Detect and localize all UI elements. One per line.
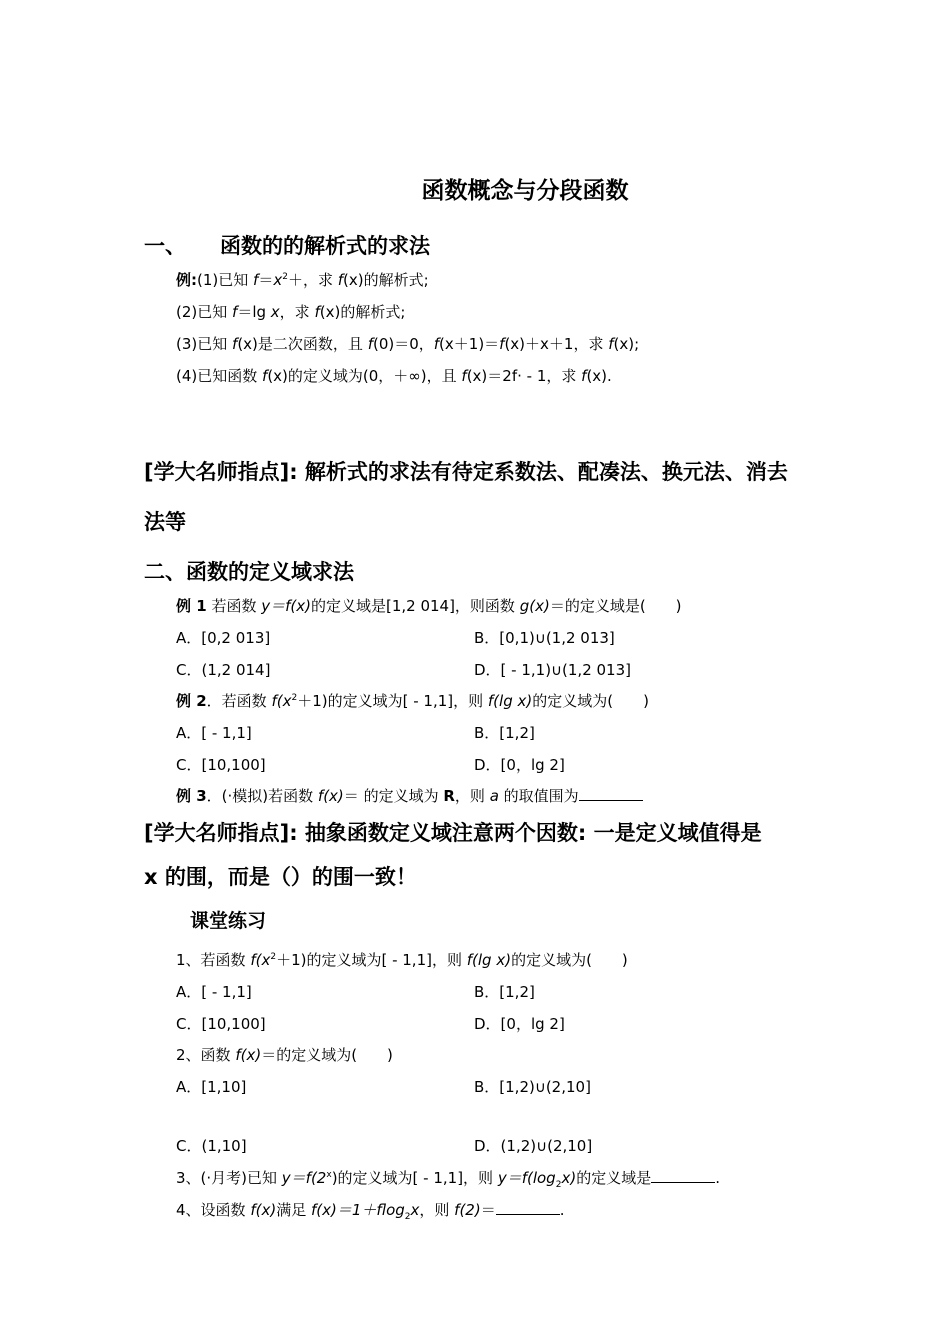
q1-a: 1、若函数 — [176, 951, 251, 969]
s2-ex2-sup: 2 — [291, 693, 298, 703]
q2-b: f(x) — [235, 1046, 262, 1064]
q1-option-d: D．[0，lg 2] — [474, 1015, 565, 1033]
s1-ex1-sup: 2 — [282, 272, 288, 282]
practice-q3 — [176, 1167, 720, 1188]
answer-blank — [496, 1201, 560, 1215]
s2-ex3-r: R — [443, 787, 455, 805]
s1-ex4-b: 的定义域为(0，＋∞)，且 — [287, 367, 462, 385]
tip2-line1: [学大名师指点]: 抽象函数定义域注意两个因数: 一是定义域值得是 — [144, 821, 762, 845]
s1-ex1-text: (1)已知 — [197, 271, 254, 289]
s1-ex2-f: f — [232, 303, 238, 321]
section2-heading: 二、函数的定义域求法 — [144, 560, 354, 584]
s1-ex1-e: 的解析式; — [363, 271, 429, 289]
q1-e: 的定义域为( ) — [511, 951, 628, 969]
s1-ex3-end: ; — [634, 335, 640, 353]
s1-ex3-f2: f — [367, 335, 373, 353]
q1-option-a: A．[ - 1,1] — [176, 983, 252, 1001]
q1-option-b: B．[1,2] — [474, 983, 535, 1001]
q2-option-b: B．[1,2)∪(2,10] — [474, 1078, 591, 1096]
q3-d: y＝f(log — [497, 1169, 556, 1187]
s1-ex3-c: (0)＝0， — [372, 335, 434, 353]
q4-b: f(x) — [250, 1201, 277, 1219]
s2-ex3-b: f(x) — [317, 787, 344, 805]
s2-ex2-option-d: D．[0，lg 2] — [474, 756, 565, 774]
answer-blank — [651, 1169, 715, 1183]
tip1-line1: [学大名师指点]: 解析式的求法有待定系数法、配凑法、换元法、消去 — [144, 460, 788, 484]
s1-ex2-c: ，求 — [279, 303, 315, 321]
s2-ex3-c: ＝ 的定义域为 — [343, 787, 444, 805]
s2-ex2-option-c: C．[10,100] — [176, 756, 266, 774]
q1-c: ＋1)的定义域为[ - 1,1]，则 — [276, 951, 467, 969]
s1-ex1-x: x — [273, 271, 283, 289]
q4-e: x — [410, 1201, 420, 1219]
s1-ex3-f: f — [232, 335, 238, 353]
s1-ex2-f2: f — [314, 303, 320, 321]
practice-q4 — [176, 1199, 565, 1220]
s2-ex2-e: 的定义域为( ) — [532, 692, 649, 710]
q4-a: 4、设函数 — [176, 1201, 251, 1219]
s1-example-4 — [176, 365, 612, 386]
section1-heading-number: 一、 — [144, 234, 186, 258]
s1-ex4-f: f — [262, 367, 268, 385]
tip2-line2: x 的围，而是（）的围一致！ — [144, 865, 417, 889]
s2-example-2 — [176, 690, 649, 711]
q3-f: 的定义域是 — [576, 1169, 652, 1187]
q3-g: . — [715, 1169, 720, 1187]
s2-ex2-c: ＋1)的定义域为[ - 1,1]，则 — [297, 692, 488, 710]
q4-g: f(2) — [454, 1201, 481, 1219]
q4-f: ，则 — [419, 1201, 455, 1219]
q3-a: 3、(·月考)已知 — [176, 1169, 282, 1187]
s2-ex1-label: 例 1 — [176, 597, 207, 615]
s2-ex1-option-d: D．[ - 1,1)∪(1,2 013] — [474, 661, 631, 679]
practice-q2 — [176, 1044, 393, 1065]
q2-option-a: A．[1,10] — [176, 1078, 247, 1096]
s2-ex1-a: 若函数 — [206, 597, 262, 615]
s2-example-1 — [176, 595, 682, 616]
s1-example-1 — [176, 269, 429, 290]
s1-ex1-d: (x) — [343, 271, 364, 289]
s1-ex3-fx: (x) — [237, 335, 258, 353]
q2-c: ＝的定义域为( ) — [261, 1046, 393, 1064]
s1-ex4-fx2: (x) — [466, 367, 488, 385]
s2-ex1-e: ＝的定义域是( ) — [549, 597, 682, 615]
q2-a: 2、函数 — [176, 1046, 236, 1064]
s1-ex2-d: 的解析式; — [340, 303, 406, 321]
s1-ex3-f3: f — [433, 335, 440, 353]
q3-b: y＝f(2 — [281, 1169, 327, 1187]
s2-ex3-e: 的取值围为 — [498, 787, 579, 805]
tip1-line2: 法等 — [144, 510, 186, 534]
s1-ex3-a: (3)已知 — [176, 335, 233, 353]
s1-ex2-fx: (x) — [319, 303, 341, 321]
s2-ex2-d: f(lg x) — [487, 692, 533, 710]
s2-ex1-option-b: B．[0,1)∪(1,2 013] — [474, 629, 615, 647]
s2-ex2-a: ．若函数 — [206, 692, 272, 710]
s1-example-2 — [176, 301, 405, 322]
s1-ex4-d: . — [607, 367, 612, 385]
s1-ex3-f5: f — [608, 335, 614, 353]
q3-sup: x — [326, 1170, 332, 1180]
q4-c: 满足 — [276, 1201, 311, 1219]
s2-ex2-label: 例 2 — [176, 692, 207, 710]
s2-ex3-label: 例 3 — [176, 787, 207, 805]
s1-ex4-a: (4)已知函数 — [176, 367, 263, 385]
s2-ex2-option-b: B．[1,2] — [474, 724, 535, 742]
s1-ex4-f3: f — [581, 367, 587, 385]
q4-i: . — [559, 1201, 565, 1219]
s1-ex3-fx2: (x) — [504, 335, 526, 353]
s1-ex1-f: f — [253, 271, 259, 289]
q3-e: x) — [561, 1169, 577, 1187]
s2-ex3-var-a: a — [489, 787, 499, 805]
s2-ex1-c: 的定义域是[1,2 014]，则函数 — [310, 597, 520, 615]
q4-d: f(x)＝1＋flog — [310, 1201, 405, 1219]
s1-ex3-b: 是二次函数，且 — [257, 335, 368, 353]
s1-ex1-f2: f — [337, 271, 344, 289]
s1-ex2-x: x — [270, 303, 280, 321]
q2-option-c: C．(1,10] — [176, 1137, 247, 1155]
section1-heading-text: 函数的的解析式的求法 — [220, 234, 430, 258]
q1-option-c: C．[10,100] — [176, 1015, 266, 1033]
s2-ex2-option-a: A．[ - 1,1] — [176, 724, 252, 742]
q1-b: f(x — [250, 951, 271, 969]
s2-ex1-b: y＝f(x) — [261, 597, 311, 615]
q3-c: )的定义域为[ - 1,1]，则 — [331, 1169, 498, 1187]
q2-option-d: D．(1,2)∪(2,10] — [474, 1137, 593, 1155]
s1-ex4-c: ＝2f· - 1，求 — [487, 367, 582, 385]
section1-heading — [144, 230, 430, 260]
s2-ex1-d: g(x) — [519, 597, 550, 615]
s1-ex1-eq: ＝ — [258, 271, 274, 289]
practice-heading: 课堂练习 — [190, 910, 267, 932]
s1-ex2-b: ＝lg — [237, 303, 271, 321]
s1-example-3 — [176, 333, 639, 354]
s1-ex4-fx: (x) — [267, 367, 288, 385]
q1-d: f(lg x) — [466, 951, 512, 969]
s1-ex4-fx3: (x) — [586, 367, 608, 385]
s1-ex3-fx3: (x) — [613, 335, 635, 353]
s2-ex3-a: ．(·模拟)若函数 — [206, 787, 318, 805]
practice-q1 — [176, 949, 628, 970]
s1-example-label: 例: — [176, 271, 197, 289]
s1-ex2-a: (2)已知 — [176, 303, 233, 321]
s2-ex3-d: ，则 — [454, 787, 490, 805]
s2-example-3 — [176, 785, 643, 806]
s1-ex3-e: ＋x＋1，求 — [525, 335, 609, 353]
s2-ex1-option-a: A．[0,2 013] — [176, 629, 271, 647]
q3-sub: 2 — [555, 1180, 562, 1190]
s2-ex2-b: f(x — [271, 692, 292, 710]
s1-ex3-d: (x＋1)＝ — [439, 335, 500, 353]
s1-ex4-f2: f — [461, 367, 467, 385]
page-title: 函数概念与分段函数 — [421, 178, 629, 204]
s2-ex1-option-c: C．(1,2 014] — [176, 661, 271, 679]
s1-ex3-f4: f — [499, 335, 505, 353]
q4-sub: 2 — [404, 1212, 411, 1222]
answer-blank — [579, 787, 643, 801]
s1-ex1-c: ＋，求 — [287, 271, 338, 289]
q1-sup: 2 — [270, 952, 277, 962]
q4-h: ＝ — [480, 1201, 496, 1219]
